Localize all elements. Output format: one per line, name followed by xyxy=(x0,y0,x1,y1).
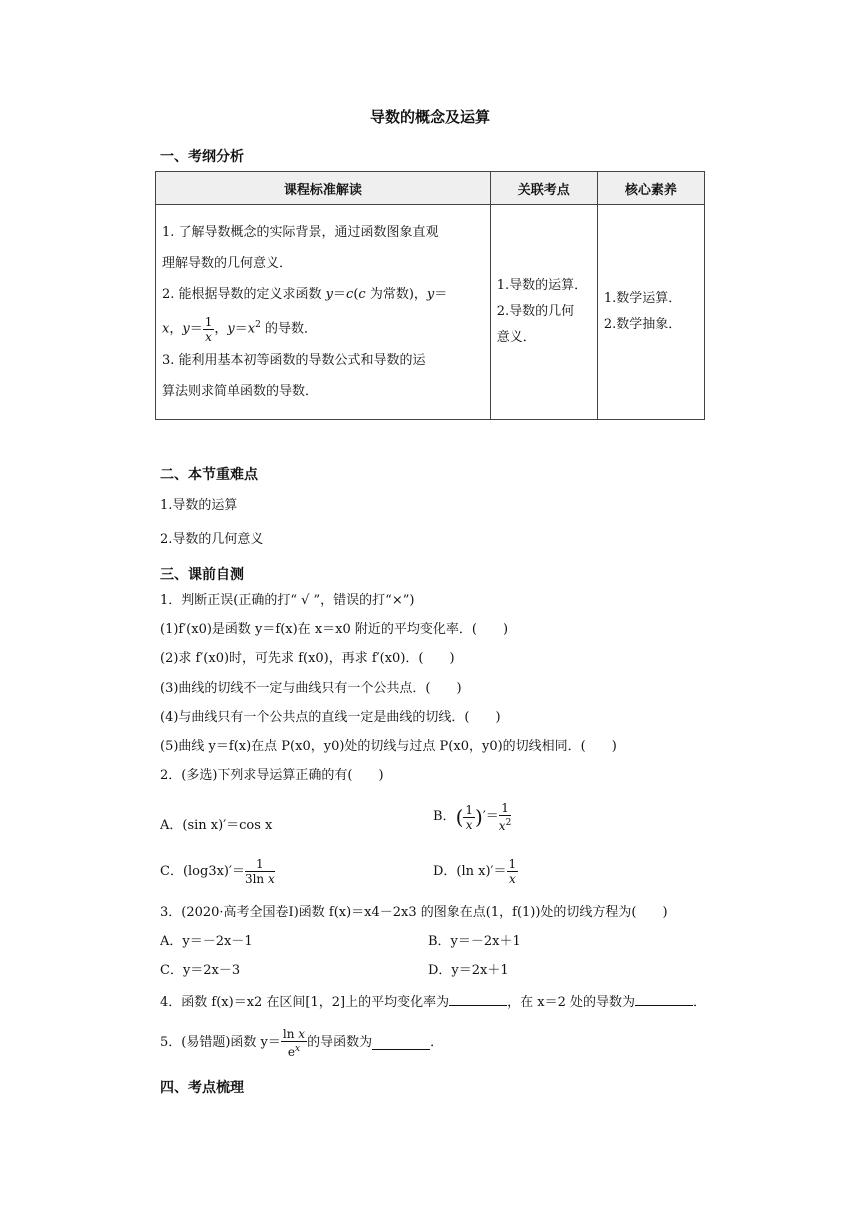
q4: 4．函数 f(x)＝x2 在区间[1，2]上的平均变化率为 ，在 x＝2 处的导数为 ． xyxy=(160,995,707,1010)
q2-option-d: D．(ln x)′＝ $\frac{1}{x}$ xyxy=(433,857,517,886)
standard-line-5: 3. 能利用基本初等函数的导数公式和导数的运 xyxy=(162,352,426,368)
literacy-line-2: 2.数学抽象． xyxy=(603,317,682,332)
keypoint-item: 1.导数的运算 xyxy=(160,498,238,513)
page-title: 导数的概念及运算 xyxy=(369,108,490,126)
standard-line-1: 1. 了解导数概念的实际背景，通过函数图象直观 xyxy=(162,225,439,241)
section-heading-review: 四、考点梳理 xyxy=(160,1080,244,1096)
keypoint-item: 2.导数的几何意义 xyxy=(160,532,264,547)
table-cell-points xyxy=(490,205,597,420)
q1-stem: 1．判断正误(正确的打“ √ ”，错误的打“×”) xyxy=(160,593,415,608)
literacy-line-1: 1.数学运算． xyxy=(603,291,682,306)
table-header-standard: 课程标准解读 xyxy=(156,172,491,205)
q3-option-c: C．y＝2x－3 xyxy=(160,963,241,978)
outline-table xyxy=(155,171,705,420)
answer-blank xyxy=(449,993,507,1006)
q1-item: (1)f′(x0)是函数 y＝f(x)在 x＝x0 附近的平均变化率．( ) xyxy=(160,622,509,637)
points-line-2: 2.导数的几何 xyxy=(496,304,575,319)
points-line-3: 意义． xyxy=(496,330,536,345)
q1-item: (5)曲线 y＝f(x)在点 P(x0，y0)处的切线与过点 P(x0，y0)的切线相同．( ) xyxy=(160,739,617,754)
q2-option-b: B．( $\frac{1}{x}$ )′＝ $\frac{1}{x^2}$ xyxy=(433,801,512,833)
q1-item: (3)曲线的切线不一定与曲线只有一个公共点．( ) xyxy=(160,681,462,696)
section-heading-outline: 一、考纲分析 xyxy=(160,149,244,165)
q3-option-d: D．y＝2x＋1 xyxy=(428,963,509,978)
q2-option-a: A．(sin x)′＝cos x xyxy=(160,818,273,833)
standard-line-6: 算法则求简单函数的导数． xyxy=(162,383,319,399)
section-heading-pretest: 三、课前自测 xyxy=(160,567,244,583)
q3-stem: 3．(2020·高考全国卷Ⅰ)函数 f(x)＝x4－2x3 的图象在点(1，f(1))处的切线方程为( ) xyxy=(160,905,668,920)
table-header-literacy: 核心素养 xyxy=(597,172,704,205)
table-cell-standard xyxy=(156,205,491,420)
standard-line-2: 理解导数的几何意义． xyxy=(162,256,293,272)
q2-option-c: C．(log3x)′＝ $\frac{1}{\text{3ln x}}$ xyxy=(160,857,275,886)
standard-line-4: x，y＝ $\frac{1}{x}$ ，$y=x^2$ 的导数． xyxy=(162,314,317,344)
q1-item: (4)与曲线只有一个公共点的直线一定是曲线的切线．( ) xyxy=(160,710,501,725)
section-heading-keypoints: 二、本节重难点 xyxy=(160,467,258,483)
q3-option-b: B．y＝－2x＋1 xyxy=(428,934,521,949)
q2-stem: 2．(多选)下列求导运算正确的有( ) xyxy=(160,768,384,783)
table-header-points: 关联考点 xyxy=(490,172,597,205)
table-cell-literacy xyxy=(597,205,704,420)
answer-blank xyxy=(372,1037,430,1050)
q3-option-a: A．y＝－2x－1 xyxy=(160,934,253,949)
standard-line-3: 2. 能根据导数的定义求函数 y＝c(c 为常数)，y＝ xyxy=(162,287,448,303)
q1-item: (2)求 f′(x0)时，可先求 f(x0)，再求 f′(x0)．( ) xyxy=(160,651,455,666)
points-line-1: 1.导数的运算． xyxy=(496,278,588,293)
q5: 5．(易错题)函数 y＝ $\frac{\text{ln x}}{e^x}$ 的导函数为 ． xyxy=(160,1027,444,1059)
answer-blank xyxy=(635,993,693,1006)
